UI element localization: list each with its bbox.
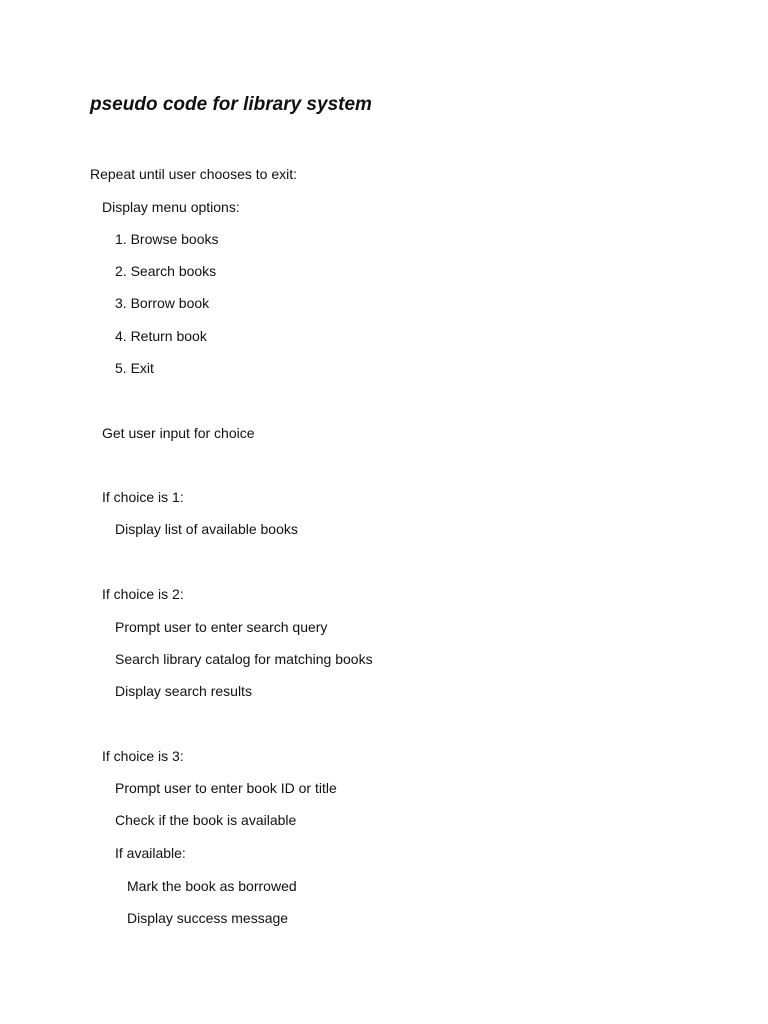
- code-line: Mark the book as borrowed: [127, 878, 297, 894]
- code-line: Display success message: [127, 910, 289, 926]
- code-line: Display search results: [115, 683, 252, 699]
- code-line: Check if the book is available: [115, 812, 297, 828]
- code-line: 2. Search books: [115, 263, 217, 279]
- code-line: Search library catalog for matching books: [115, 651, 373, 667]
- code-line: Prompt user to enter search query: [115, 619, 328, 635]
- code-line: If choice is 3:: [102, 748, 184, 764]
- code-line: 5. Exit: [115, 360, 154, 376]
- code-line: Repeat until user chooses to exit:: [90, 166, 298, 182]
- code-line: If choice is 2:: [102, 586, 184, 602]
- code-line: If choice is 1:: [102, 489, 184, 505]
- code-line: 1. Browse books: [115, 231, 219, 247]
- code-line: 4. Return book: [115, 328, 207, 344]
- code-line: If available:: [115, 845, 186, 861]
- code-line: Prompt user to enter book ID or title: [115, 780, 337, 796]
- code-line: Display menu options:: [102, 199, 240, 215]
- code-line: 3. Borrow book: [115, 295, 210, 311]
- code-line: Display list of available books: [115, 521, 298, 537]
- document-title: pseudo code for library system: [90, 94, 372, 115]
- code-line: Get user input for choice: [102, 425, 255, 441]
